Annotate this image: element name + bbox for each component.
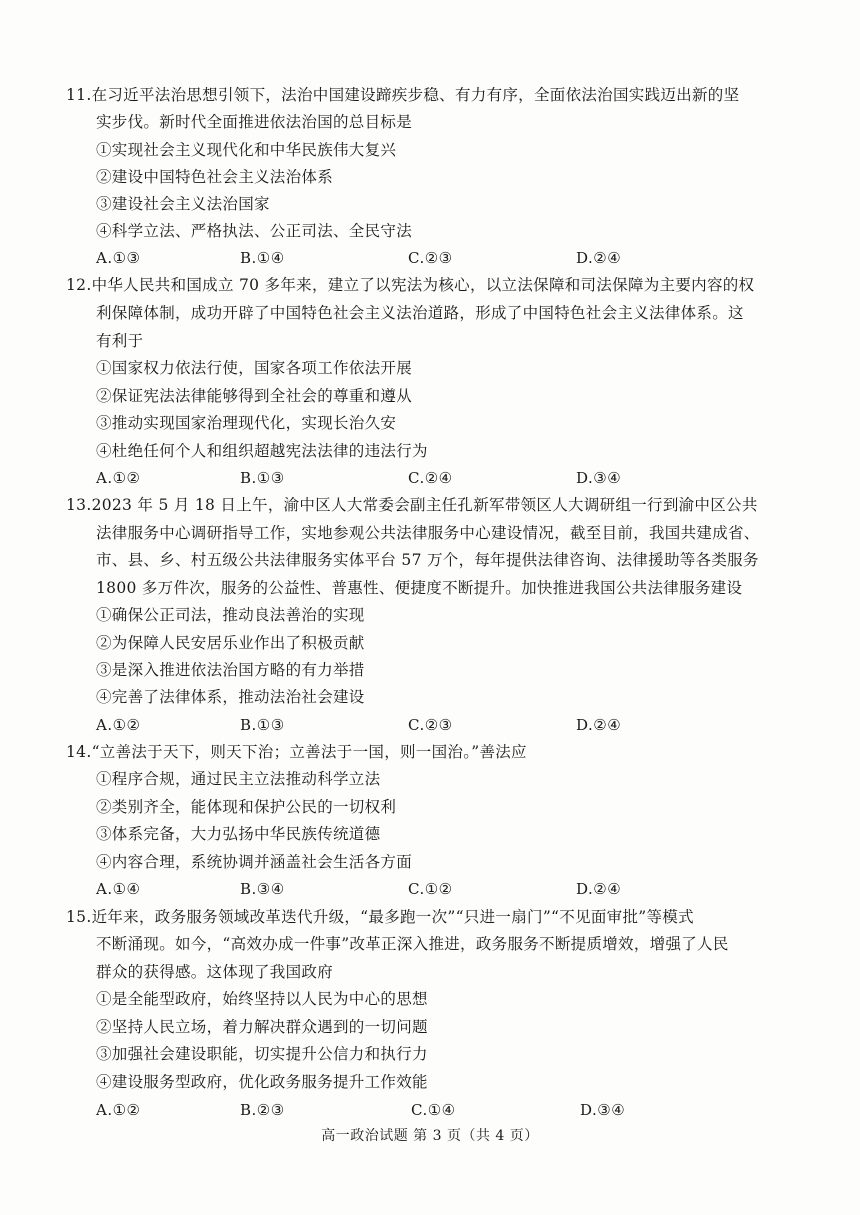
option-4: ④科学立法、严格执法、公正司法、全民守法: [96, 222, 413, 240]
option-2: ②保证宪法法律能够得到全社会的尊重和遵从: [96, 387, 413, 405]
option-3: ③体系完备，大力弘扬中华民族传统道德: [96, 825, 381, 843]
question-number: 11.: [66, 86, 92, 104]
choice-c[interactable]: C.①④: [411, 1101, 456, 1119]
question-stem-line: 群众的获得感。这体现了我国政府: [96, 963, 334, 981]
question-stem-line: 14.“立善法于天下，则天下治；立善法于一国，则一国治。”善法应: [66, 743, 527, 761]
option-3: ③加强社会建设职能，切实提升公信力和执行力: [96, 1045, 428, 1063]
answer-choices: [0, 1099, 860, 1121]
question-stem-line: 利保障体制，成功开辟了中国特色社会主义法治道路，形成了中国特色社会主义法律体系。这: [96, 304, 744, 322]
question-stem-line: 15.近年来，政务服务领域改革迭代升级，“最多跑一次”“只进一扇门”“不见面审批”等模式: [66, 908, 694, 926]
option-4: ④杜绝任何个人和组织超越宪法法律的违法行为: [96, 442, 428, 460]
choice-c[interactable]: C.①②: [408, 880, 453, 898]
question-number: 14.: [66, 743, 92, 761]
option-1: ①国家权力依法行使，国家各项工作依法开展: [96, 359, 413, 377]
option-4: ④建设服务型政府，优化政务服务提升工作效能: [96, 1073, 428, 1091]
choice-c[interactable]: C.②④: [408, 469, 453, 487]
option-3: ③是深入推进依法治国方略的有力举措: [96, 661, 365, 679]
option-3: ③建设社会主义法治国家: [96, 195, 270, 213]
answer-choices: [0, 247, 860, 269]
question-number: 13.: [66, 496, 92, 514]
choice-d[interactable]: D.②④: [576, 716, 622, 734]
choice-d[interactable]: D.③④: [580, 1101, 626, 1119]
question-stem-line: 11.在习近平法治思想引领下，法治中国建设蹄疾步稳、有力有序，全面依法治国实践迈出新的坚: [66, 86, 740, 104]
option-2: ②类别齐全，能体现和保护公民的一切权利: [96, 798, 397, 816]
choice-d[interactable]: D.③④: [576, 469, 622, 487]
question-stem-line: 市、县、乡、村五级公共法律服务实体平台 57 万个，每年提供法律咨询、法律援助等各类服务: [96, 551, 759, 569]
answer-choices: [0, 467, 860, 489]
option-3: ③推动实现国家治理现代化，实现长治久安: [96, 414, 397, 432]
option-2: ②为保障人民安居乐业作出了积极贡献: [96, 634, 365, 652]
answer-choices: [0, 878, 860, 900]
question-stem-line: 有利于: [96, 332, 144, 350]
option-1: ①是全能型政府，始终坚持以人民为中心的思想: [96, 990, 428, 1008]
choice-b[interactable]: B.③④: [240, 880, 285, 898]
page-footer: 高一政治试题 第 3 页（共 4 页）: [321, 1128, 539, 1144]
option-2: ②坚持人民立场，着力解决群众遇到的一切问题: [96, 1018, 428, 1036]
answer-choices: [0, 714, 860, 736]
option-1: ①确保公正司法，推动良法善治的实现: [96, 606, 365, 624]
choice-d[interactable]: D.②④: [576, 880, 622, 898]
option-4: ④完善了法律体系，推动法治社会建设: [96, 688, 365, 706]
question-stem-line: 12.中华人民共和国成立 70 多年来，建立了以宪法为核心，以立法保障和司法保障为主要内容的权: [66, 276, 755, 294]
question-stem-line: 不断涌现。如今，“高效办成一件事”改革正深入推进，政务服务不断提质增效，增强了人民: [96, 935, 729, 953]
choice-a[interactable]: A.①②: [96, 1101, 141, 1119]
choice-a[interactable]: A.①②: [96, 469, 141, 487]
question-stem-line: 实步伐。新时代全面推进依法治国的总目标是: [96, 113, 413, 131]
question-stem-line: 法律服务中心调研指导工作，实地参观公共法律服务中心建设情况，截至目前，我国共建成省、: [96, 524, 760, 542]
choice-b[interactable]: B.①③: [240, 716, 285, 734]
choice-d[interactable]: D.②④: [576, 249, 622, 267]
choice-a[interactable]: A.①③: [96, 249, 141, 267]
question-stem-line: 1800 多万件次，服务的公益性、普惠性、便捷度不断提升。加快推进我国公共法律服务建设: [96, 579, 743, 597]
question-number: 15.: [66, 908, 92, 926]
choice-b[interactable]: B.①③: [240, 469, 285, 487]
choice-c[interactable]: C.②③: [408, 249, 453, 267]
question-number: 12.: [66, 276, 92, 294]
choice-a[interactable]: A.①④: [96, 880, 141, 898]
option-1: ①实现社会主义现代化和中华民族伟大复兴: [96, 141, 397, 159]
choice-c[interactable]: C.②③: [408, 716, 453, 734]
choice-b[interactable]: B.②③: [240, 1101, 285, 1119]
question-stem-line: 13.2023 年 5 月 18 日上午，渝中区人大常委会副主任孔新军带领区人大调研组一行到渝中区公共: [66, 496, 758, 514]
choice-b[interactable]: B.①④: [240, 249, 285, 267]
choice-a[interactable]: A.①②: [96, 716, 141, 734]
option-4: ④内容合理，系统协调并涵盖社会生活各方面: [96, 853, 413, 871]
option-1: ①程序合规，通过民主立法推动科学立法: [96, 770, 381, 788]
option-2: ②建设中国特色社会主义法治体系: [96, 168, 334, 186]
